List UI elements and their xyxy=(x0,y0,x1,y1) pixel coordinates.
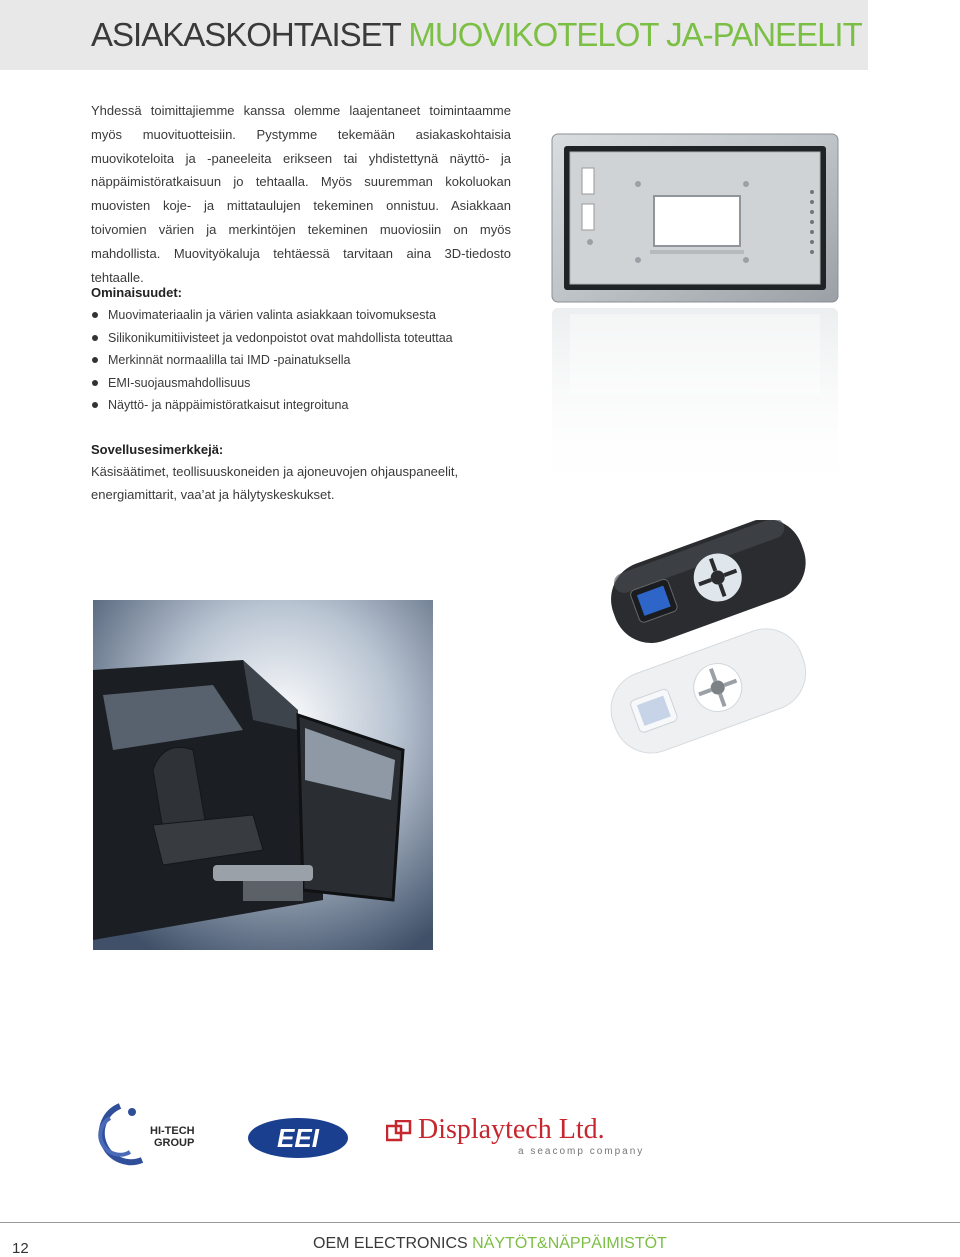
hi-tech-line-1: HI-TECH xyxy=(150,1125,195,1137)
car-seat-photo xyxy=(93,600,433,950)
title-part-2: MUOVIKOTELOT JA-PANEELIT xyxy=(408,16,862,53)
hi-tech-group-logo xyxy=(90,1098,210,1168)
feature-list xyxy=(91,304,453,417)
list-item: EMI-suojausmahdollisuus xyxy=(91,372,453,395)
title-part-1: ASIAKASKOHTAISET xyxy=(91,16,401,53)
page-title xyxy=(91,16,862,54)
page-number: 12 xyxy=(12,1240,29,1257)
displaytech-tagline: a seacomp company xyxy=(518,1146,645,1157)
footer-brand-part-1: OEM ELECTRONICS xyxy=(313,1235,468,1252)
remote-control-photo xyxy=(578,520,828,780)
eei-text: EEI xyxy=(277,1123,319,1153)
list-item: Silikonikumitiivisteet ja vedonpoistot ovat mahdollista toteuttaa xyxy=(91,327,453,350)
features-heading: Ominaisuudet: xyxy=(91,285,183,300)
displaytech-mark-icon xyxy=(386,1120,412,1142)
hi-tech-line-2: GROUP xyxy=(154,1137,195,1149)
footer-brand xyxy=(313,1235,667,1253)
list-item: Näyttö- ja näppäimistöratkaisut integroituna xyxy=(91,394,453,417)
partner-logos xyxy=(90,1098,650,1168)
list-item: Merkinnät normaalilla tai IMD -painatuksella xyxy=(91,349,453,372)
footer-divider xyxy=(0,1222,960,1223)
applications-heading: Sovellusesimerkkejä: xyxy=(91,442,224,457)
intro-paragraph: Yhdessä toimittajiemme kanssa olemme laajentaneet toimintaamme myös muovituotteisiin. Pystymme tekemään asiakaskohtaisia muovikoteloita ja -paneeleita erikseen tai yhdistettynä näyttö- ja näppäimistöratkaisuun jo tehtaalla. Myös suuremman kokoluokan muovisten koje- ja mittataulujen tekeminen onnistuu. Asiakkaan toivomien värien ja merkintöjen tekeminen muoviosiin on myös mahdollista. Muovityökaluja tehtäessä tarvitaan aina 3D-tiedosto tehtaalle. xyxy=(91,103,511,285)
eei-logo xyxy=(246,1116,350,1160)
applications-text: Käsisäätimet, teollisuuskoneiden ja ajoneuvojen ohjauspaneelit, energiamittarit, vaa’at ja hälytyskeskukset. xyxy=(91,464,459,502)
footer-brand-part-2: NÄYTÖT&NÄPPÄIMISTÖT xyxy=(472,1235,667,1252)
enclosure-photo xyxy=(550,132,840,507)
displaytech-name: Displaytech Ltd. xyxy=(418,1114,605,1145)
list-item: Muovimateriaalin ja värien valinta asiakkaan toivomuksesta xyxy=(91,304,453,327)
